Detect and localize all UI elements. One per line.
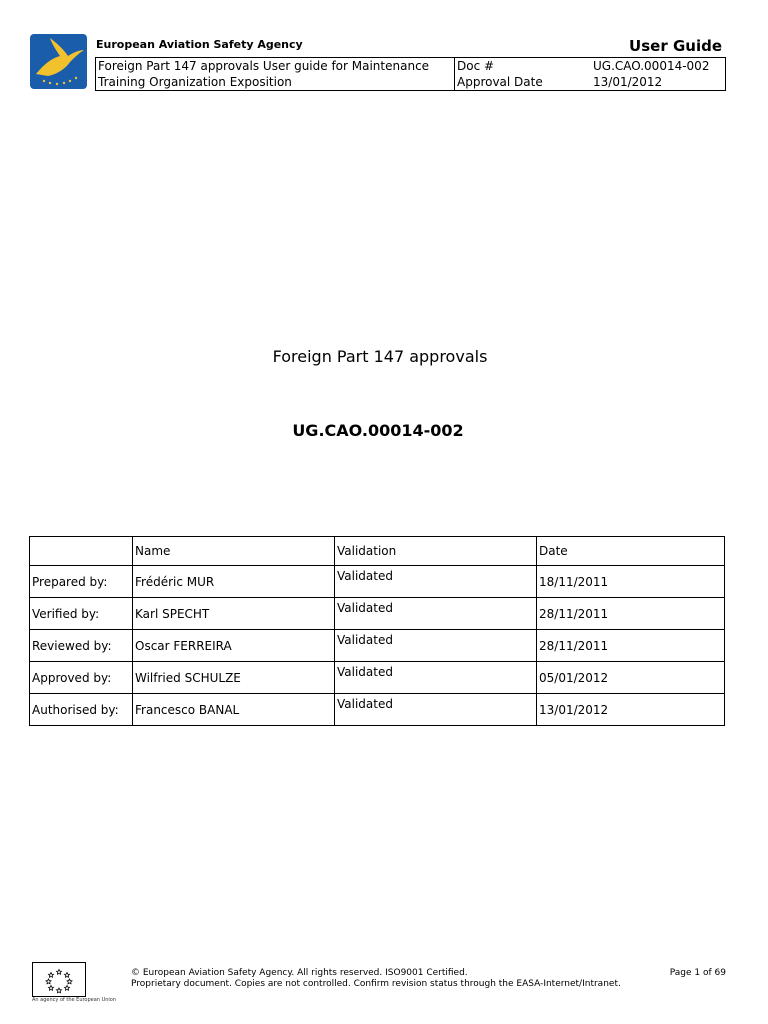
role-cell: Reviewed by:	[30, 630, 133, 662]
table-header-cell	[30, 537, 133, 566]
name-cell: Karl SPECHT	[133, 598, 335, 630]
footer-notice	[131, 968, 621, 990]
header-labels	[455, 58, 592, 91]
doc-number-value: UG.CAO.00014-002	[593, 59, 710, 73]
table-header-cell: Date	[537, 537, 725, 566]
role-cell: Prepared by:	[30, 566, 133, 598]
approval-date-value: 13/01/2012	[593, 75, 663, 89]
date-cell: 13/01/2012	[537, 694, 725, 726]
role-cell: Approved by:	[30, 662, 133, 694]
eu-caption: An agency of the European Union	[32, 997, 117, 1003]
proprietary-notice: Proprietary document. Copies are not controlled. Confirm revision status through the EASA-Internet/Intranet.	[131, 979, 621, 989]
table-header-cell: Validation	[335, 537, 537, 566]
validation-cell: Validated	[335, 598, 537, 630]
role-cell: Authorised by:	[30, 694, 133, 726]
validation-cell: Validated	[335, 630, 537, 662]
table-row	[30, 598, 725, 630]
table-row	[30, 566, 725, 598]
document-type: User Guide	[629, 37, 722, 55]
validation-cell: Validated	[335, 694, 537, 726]
table-header-cell: Name	[133, 537, 335, 566]
date-cell: 05/01/2012	[537, 662, 725, 694]
easa-logo-icon	[30, 34, 87, 89]
page-title: Foreign Part 147 approvals	[272, 347, 488, 366]
table-row	[30, 662, 725, 694]
validation-cell: Validated	[335, 566, 537, 598]
table-header-row	[30, 537, 725, 566]
date-cell: 28/11/2011	[537, 598, 725, 630]
header-info-table	[95, 57, 726, 91]
agency-name: European Aviation Safety Agency	[96, 38, 303, 51]
doc-number-label: Doc #	[457, 59, 495, 73]
copyright-text: © European Aviation Safety Agency. All rights reserved. ISO9001 Certified.	[131, 968, 468, 978]
table-row	[30, 694, 725, 726]
name-cell: Oscar FERREIRA	[133, 630, 335, 662]
page-doc-number: UG.CAO.00014-002	[292, 421, 464, 440]
date-cell: 28/11/2011	[537, 630, 725, 662]
name-cell: Frédéric MUR	[133, 566, 335, 598]
table-row	[30, 630, 725, 662]
name-cell: Wilfried SCHULZE	[133, 662, 335, 694]
name-cell: Francesco BANAL	[133, 694, 335, 726]
validation-table	[29, 536, 725, 726]
page-number: Page 1 of 69	[669, 968, 726, 978]
approval-date-label: Approval Date	[457, 75, 543, 89]
validation-cell: Validated	[335, 662, 537, 694]
document-title: Foreign Part 147 approvals User guide for Maintenance Training Organization Exposition	[96, 58, 455, 91]
eu-flag-icon	[32, 962, 86, 997]
header-values	[591, 58, 726, 91]
date-cell: 18/11/2011	[537, 566, 725, 598]
role-cell: Verified by:	[30, 598, 133, 630]
